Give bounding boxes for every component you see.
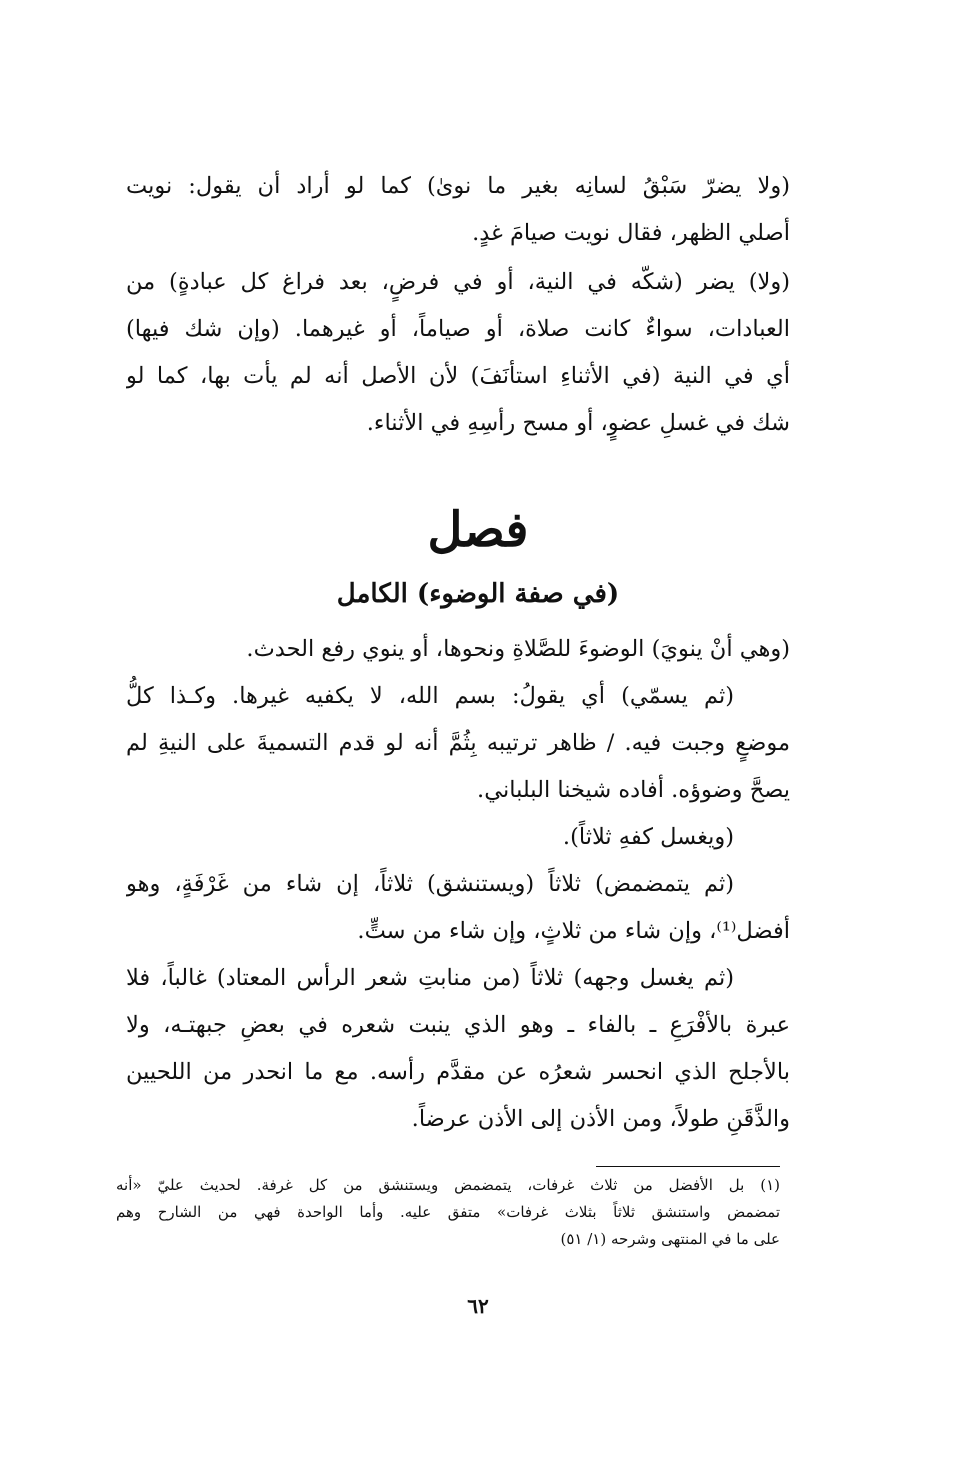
footnote-line: على ما في المنتهى وشرحه (١/ ٥١) [560, 1230, 780, 1248]
footnote-line: (١) بل الأفضل من ثلاث غرفات، يتمضمض ويستنشق من كل غرفة. لحديث عليّ «أنه [116, 1176, 780, 1194]
text-line: عبرة بالأفْرَعِ ـ بالفاء ـ وهو الذي ينبت شعره في بعضِ جبهتـه، ولا [126, 1012, 790, 1038]
footnote-separator [596, 1166, 780, 1167]
text-line: (ويغسل كفهِ ثلاثاً). [562, 824, 734, 850]
text-line: أفضل⁽¹⁾، وإن شاء من ثلاثٍ، وإن شاء من ستٍّ. [357, 918, 790, 944]
section-heading [0, 500, 956, 614]
text-line: بالأجلح الذي انحسر شعرُه عن مقدَّم رأسه. مع ما انحدر من اللحيين [126, 1059, 790, 1085]
paragraph-shakk-niyya [126, 259, 790, 447]
text-line: (ثم يتمضمض) ثلاثاً (ويستنشق) ثلاثاً، إن شاء من غَرْفَةٍ، وهو [126, 871, 734, 897]
text-line: شك في غسلِ عضوٍ، أو مسح رأسِهِ في الأثناء. [366, 410, 790, 436]
text-line: (ولا) يضر (شكّه في النية، أو في فرضٍ، بعد فراغ كل عبادةٍ) من [126, 269, 790, 295]
footnote [116, 1172, 780, 1253]
text-line: أصلي الظهر، فقال نويت صيامَ غدٍ. [472, 220, 790, 246]
paragraph-sabq-lisan [126, 163, 790, 257]
text-line: العبادات، سواءٌ كانت صلاة، أو صياماً، أو غيرهما. (وإن شك فيها) [126, 316, 790, 342]
text-line: والذَّقَنِ طولاً، ومن الأذن إلى الأذن عرضاً. [411, 1106, 790, 1132]
section-title: (في صفة الوضوء) الكامل [336, 579, 620, 609]
text-line: أي في النية (في الأثناءِ استأنَفَ) لأن الأصل أنه لم يأت بها، كما لو [126, 363, 790, 389]
text-line: (ثم يسمّي) أي يقولُ: بسم الله، لا يكفيه غيرها. وكـذا كلُّ [126, 683, 734, 709]
text-line: (ثم يغسل وجهه) ثلاثاً (من منابتِ شعر الرأس المعتاد) غالباً، فلا [126, 965, 734, 991]
text-line: موضعٍ وجبت فيه. / ظاهر ترتيبه بِثُمَّ أنه لو قدم التسميةَ على النيةِ لم [126, 730, 790, 756]
text-line: (ولا يضرّ سَبْقُ لسانِه بغير ما نوىٰ) كما لو أراد أن يقول: نويت [126, 173, 790, 199]
paragraph-wudu-description [126, 626, 790, 1143]
chapter-title: فصل [427, 502, 529, 558]
page-number: ٦٢ [467, 1294, 489, 1318]
footnote-line: تمضمض واستنشق ثلاثاً بثلاث غرفات» متفق عليه. وأما الواحدة فهي من الشارح وهم [116, 1203, 780, 1221]
text-line: (وهي أنْ ينويَ) الوضوءَ للصَّلاةِ ونحوها، أو ينوي رفع الحدث. [246, 636, 790, 662]
text-line: يصحَّ وضوؤه. أفاده شيخنا البلباني. [477, 777, 790, 803]
